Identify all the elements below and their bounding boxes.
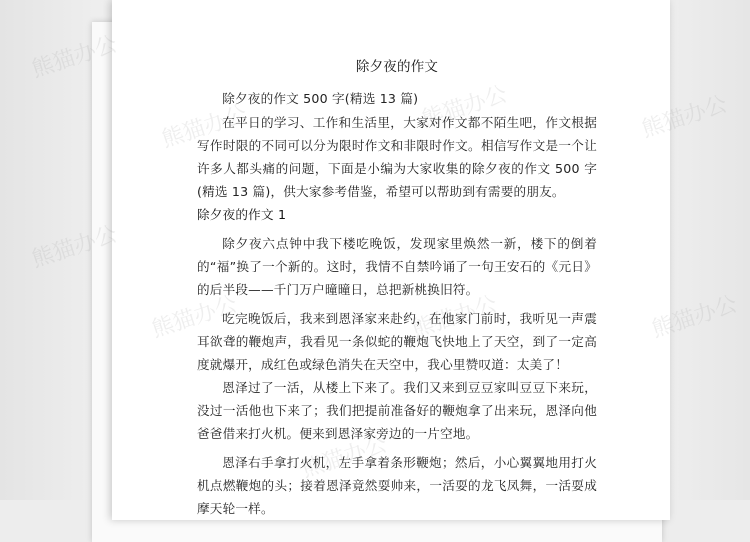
watermark: 熊猫办公 [28,221,121,273]
watermark: 熊猫办公 [28,31,121,83]
document-body [197,56,597,520]
document-subtitle: 除夕夜的作文 500 字(精选 13 篇) [222,91,419,106]
document-title: 除夕夜的作文 [355,59,439,75]
body-paragraph: 恩泽右手拿打火机，左手拿着条形鞭炮；然后，小心翼翼地用打火机点燃鞭炮的头；接着恩泽竟然耍帅来，一活耍的龙飞凤舞，一活耍成摩天轮一样。 [197,455,597,516]
body-paragraph: 除夕夜六点钟中我下楼吃晚饭，发现家里焕然一新，楼下的倒着的“福”换了一个新的。这时，我情不自禁吟诵了一句王安石的《元日》的后半段——千门万户曈曈日，总把新桃换旧符。 [197,236,597,297]
section-heading: 除夕夜的作文 1 [197,207,287,222]
body-paragraph: 吃完晚饭后，我来到恩泽家来赴约，在他家门前时，我听见一声震耳欲聋的鞭炮声，我看见一条似蛇的鞭炮飞快地上了天空，到了一定高度就爆开，成红色或绿色消失在天空中，我心里赞叹道：太美了！ [197,311,597,372]
body-paragraph: 恩泽过了一活，从楼上下来了。我们又来到豆豆家叫豆豆下来玩，没过一活他也下来了；我们把提前准备好的鞭炮拿了出来玩，恩泽向他爸爸借来打火机。便来到恩泽家旁边的一片空地。 [197,380,597,441]
watermark: 熊猫办公 [638,91,731,143]
intro-paragraph: 在平日的学习、工作和生活里，大家对作文都不陌生吧，作文根据写作时限的不同可以分为限时作文和非限时作文。相信写作文是一个让许多人都头痛的问题，下面是小编为大家收集的除夕夜的作文 500 字(精选 13 篇)，供大家参考借鉴，希望可以帮助到有需要的朋友。 [197,115,597,199]
watermark: 熊猫办公 [648,291,741,343]
